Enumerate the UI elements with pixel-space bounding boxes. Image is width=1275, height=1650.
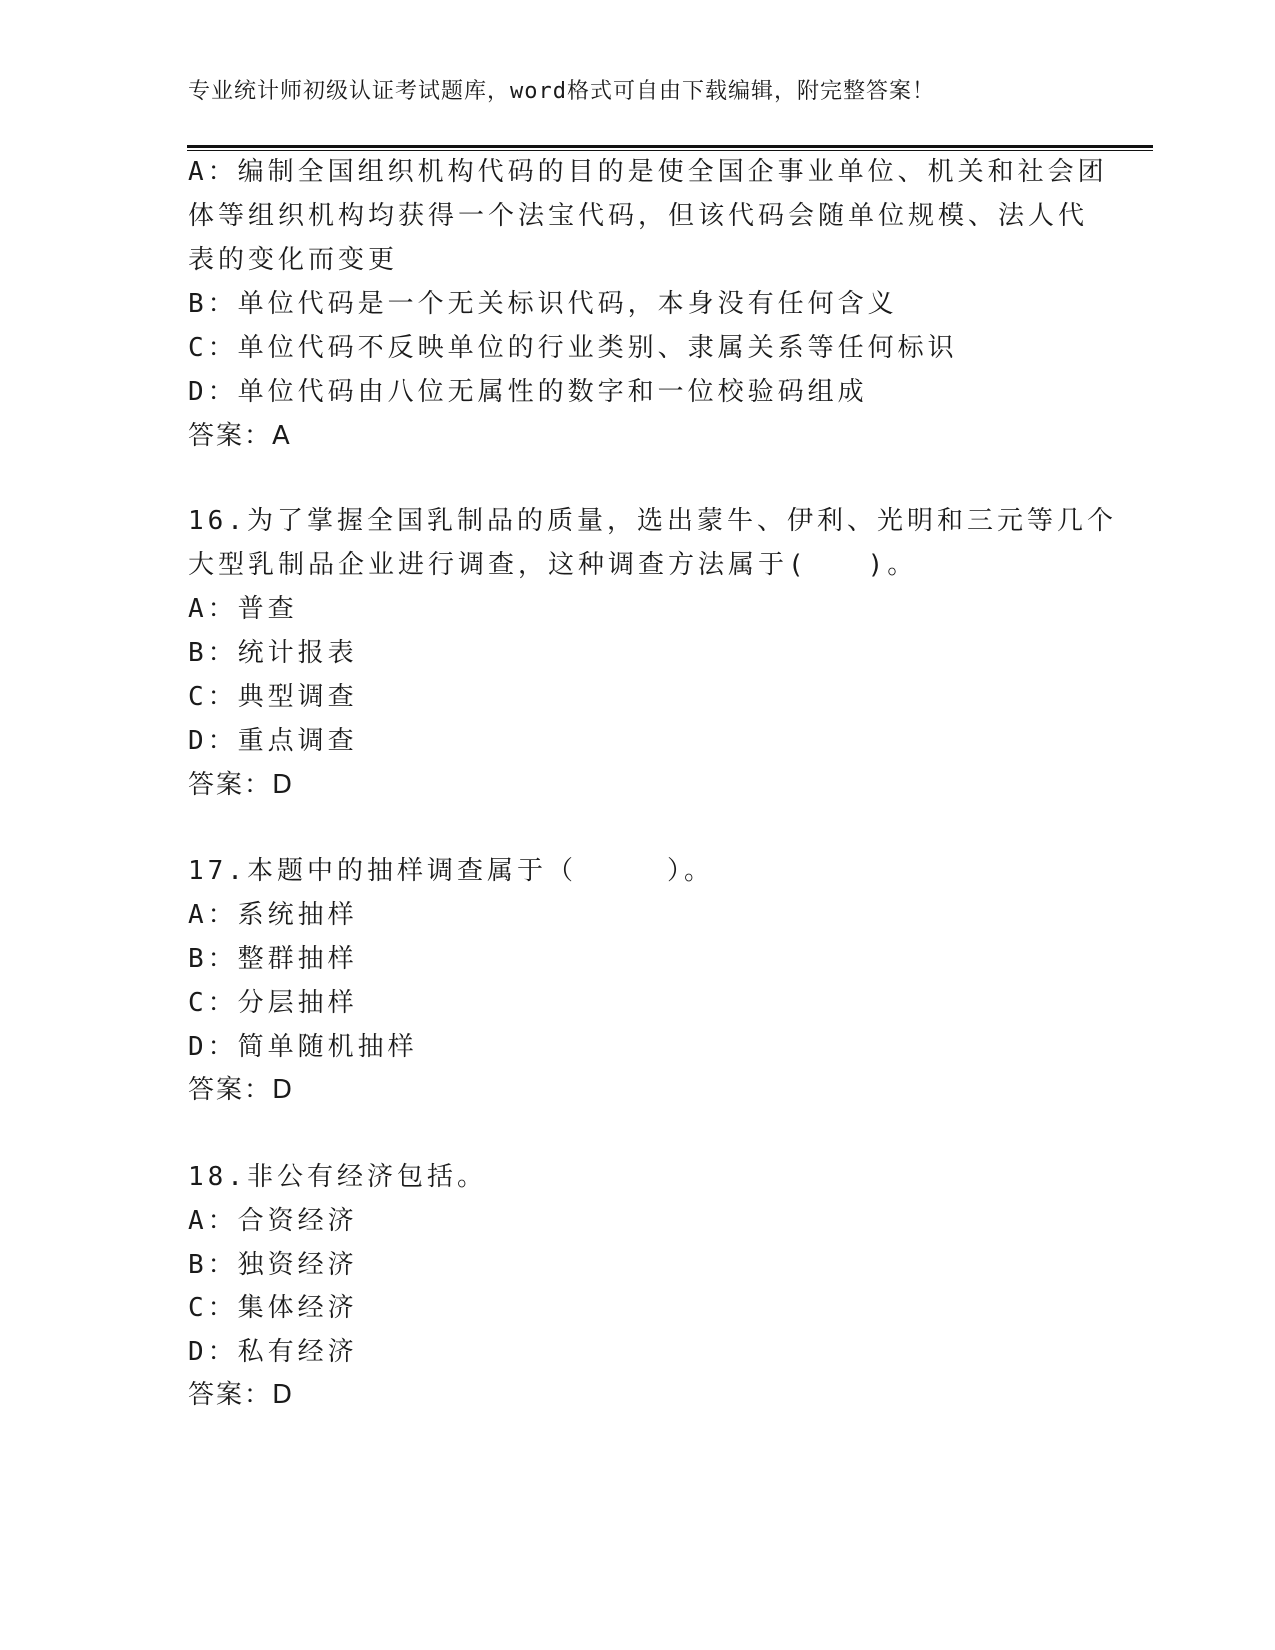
header-rule-thin (187, 150, 1153, 151)
option-b: B：单位代码是一个无关标识代码，本身没有任何含义 (188, 289, 898, 319)
option-b: B：独资经济 (188, 1250, 358, 1280)
option-line: 体等组织机构均获得一个法宝代码，但该代码会随单位规模、法人代 (188, 201, 1089, 231)
option-line: A：编制全国组织机构代码的目的是使全国企事业单位、机关和社会团 (188, 157, 1108, 187)
option-d: D：简单随机抽样 (188, 1032, 418, 1062)
option-a: A：普查 (188, 594, 298, 624)
header-rule-thick (187, 145, 1153, 148)
option-c: C：典型调查 (188, 682, 358, 712)
answer: 答案：D (188, 770, 295, 800)
answer: 答案：A (188, 421, 292, 451)
question-stem: 18.非公有经济包括。 (188, 1162, 487, 1192)
answer: 答案：D (188, 1075, 295, 1105)
option-a: A：合资经济 (188, 1206, 358, 1236)
question-stem: 16.为了掌握全国乳制品的质量，选出蒙牛、伊利、光明和三元等几个 (188, 506, 1117, 536)
option-d: D：单位代码由八位无属性的数字和一位校验码组成 (188, 377, 868, 407)
answer: 答案：D (188, 1380, 295, 1410)
option-c: C：集体经济 (188, 1293, 358, 1323)
option-d: D：私有经济 (188, 1337, 358, 1367)
option-a: A：系统抽样 (188, 900, 358, 930)
option-d: D：重点调查 (188, 726, 358, 756)
option-line: 表的变化而变更 (188, 245, 399, 275)
question-stem: 17.本题中的抽样调查属于（ ）。 (188, 856, 714, 886)
option-c: C：单位代码不反映单位的行业类别、隶属关系等任何标识 (188, 333, 958, 363)
question-stem: 大型乳制品企业进行调查，这种调查方法属于( )。 (188, 550, 918, 580)
page-header: 专业统计师初级认证考试题库，word格式可自由下载编辑，附完整答案！ (188, 79, 935, 104)
option-b: B：统计报表 (188, 638, 358, 668)
option-b: B：整群抽样 (188, 944, 358, 974)
option-c: C：分层抽样 (188, 988, 358, 1018)
